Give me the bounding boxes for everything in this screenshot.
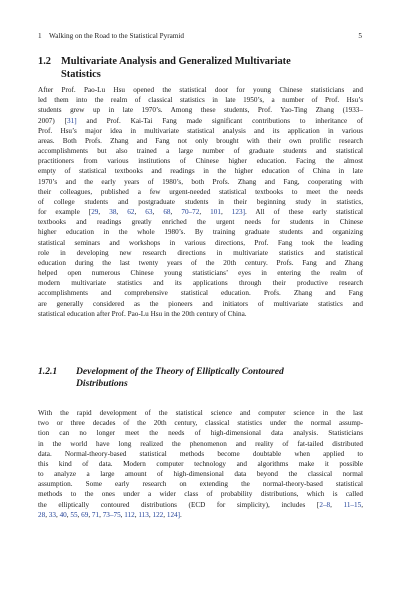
citation-ref[interactable]: 38 xyxy=(109,208,117,217)
body-paragraph xyxy=(38,408,363,520)
section-title xyxy=(61,55,321,81)
text-line: students grew up in late 1970’s. Among these students, Prof. Yao-Ting Zhang (1933– xyxy=(38,106,363,115)
text-line: With the rapid development of the statistical science and computer science in the last xyxy=(38,409,363,417)
text-line: this kind of data. Modern computer technology and algorithms make it possible xyxy=(38,459,363,468)
text-line: 1970’s and the early years of 1980’s, both Profs. Zhang and Fang, cooperating with xyxy=(38,177,363,186)
section-number: 1.2 xyxy=(38,56,51,67)
section-title-line: Multivariate Analysis and Generalized Multivariate xyxy=(61,56,291,67)
text-line: After Prof. Pao-Lu Hsu opened the statistical door for young Chinese statisticians and xyxy=(38,86,363,94)
text-line: accomplishments but also trained a large number of graduate students and statistical xyxy=(38,147,363,156)
citation-ref[interactable]: 124 xyxy=(166,510,178,519)
citation-ref[interactable]: 112 xyxy=(124,510,135,519)
text-line: 28, 33, 40, 55, 69, 71, 73–75, 112, 113, 122, 124]. xyxy=(38,510,182,519)
citation-ref[interactable]: 101 xyxy=(210,208,221,217)
text-line: in the world have long realized the phenomenon and reality of fat-tailed distributed xyxy=(38,439,363,448)
text-line: statistical education after Prof. Pao-Lu Hsu in the 20th century of China. xyxy=(38,309,247,318)
subsection-title-line: Distributions xyxy=(76,378,128,389)
text-line: data. Normal-theory-based statistical methods become doubtable when applied to xyxy=(38,449,363,458)
text-line: education during the last twenty years of the 20th century. Profs. Fang and Zhang xyxy=(38,258,363,267)
text-line: higher education in the whole 1980’s. By training graduate students and organizing xyxy=(38,228,363,237)
text-line: role in developing new research directions in multivariate statistics and statistical xyxy=(38,248,363,257)
chapter-title: Walking on the Road to the Statistical Pyramid xyxy=(49,32,184,40)
text-line: to analyze a large amount of high-dimensional data beyond the classical normal xyxy=(38,470,363,479)
citation-ref[interactable]: 31 xyxy=(67,116,75,125)
text-line: textbooks and readings greatly enriched the urgent needs for students in Chinese xyxy=(38,218,363,227)
citation-ref[interactable]: 55 xyxy=(70,510,78,519)
text-line: areas. Both Profs. Zhang and Fang not only brought with their own prolific research xyxy=(38,136,363,145)
citation-ref[interactable]: 123 xyxy=(231,208,243,217)
section-title-line: Statistics xyxy=(61,69,101,80)
citation-ref[interactable]: 62 xyxy=(127,208,135,217)
page-number: 5 xyxy=(358,32,362,40)
text-line: are generally considered as the pioneers and initiators of multivariate statistics and xyxy=(38,299,363,308)
citation-ref[interactable]: ] xyxy=(177,510,181,519)
text-line: tion can no longer meet the needs of high-dimensional data analysis. Statisticians xyxy=(38,429,363,438)
citation-ref[interactable]: 73–75 xyxy=(102,510,121,519)
text-line: their colleagues, published a few urgent-needed statistical textbooks to meet the needs xyxy=(38,187,363,196)
text-line: modern multivariate statistics and its applications through their productive research xyxy=(38,279,363,288)
citation-ref[interactable]: 69 xyxy=(81,510,89,519)
citation-ref[interactable]: 29 xyxy=(91,208,99,217)
subsection-title-line: Development of the Theory of Elliptically Contoured xyxy=(76,366,284,377)
text-line: assumption. Some early research on extending the normal-theory-based statistical xyxy=(38,480,363,489)
text-line: practitioners from various institutions of Chinese higher education. Facing the almost xyxy=(38,157,363,166)
text-line: for example [29, 38, 62, 63, 68, 70–72, 101, 123]. All of these early statistical xyxy=(38,208,364,217)
body-paragraph xyxy=(38,85,363,319)
subsection-number: 1.2.1 xyxy=(38,366,58,377)
citation-ref[interactable]: 70–72 xyxy=(181,208,200,217)
citation-ref[interactable]: 11–15 xyxy=(343,500,362,509)
text-line: statistical seminars and workshops in various directions, Prof. Fang took the leading xyxy=(38,238,363,247)
citation-ref[interactable]: 33 xyxy=(48,510,56,519)
text-line: empty of statistical textbooks and readings in the higher education of China in late xyxy=(38,167,363,176)
text-line: 2007) [31] and Prof. Kai-Tai Fang made significant contributions to inheritance of xyxy=(38,116,363,125)
running-head xyxy=(38,31,362,41)
citation-ref[interactable]: 28 xyxy=(38,510,46,519)
text-line: Prof. Hsu’s major idea in multivariate statistical analysis and its application in various xyxy=(38,126,363,135)
citation-ref[interactable]: 71 xyxy=(91,510,100,519)
citation-ref[interactable]: ] xyxy=(242,208,245,217)
text-line: led them into the realm of classical statistics in late 1950’s, a number of Prof. Hsu’s xyxy=(38,96,363,105)
text-line: accomplishments and comprehensive statistical education. Profs. Zhang and Fang xyxy=(38,289,363,298)
citation-ref[interactable]: 63 xyxy=(145,208,153,217)
citation-ref[interactable]: 40 xyxy=(59,510,67,519)
citation-ref[interactable]: 68 xyxy=(163,208,171,217)
citation-ref[interactable]: 113 xyxy=(138,510,149,519)
text-line: methods to the ones under a wider class of probability distributions, which is called xyxy=(38,490,363,499)
text-line: two or three decades of the 20th century, classical statistics under the normal assump- xyxy=(38,419,363,428)
chapter-number: 1 xyxy=(38,32,42,40)
subsection-title xyxy=(76,366,346,390)
text-line: of college students and postgraduate students in their beginning study in statistics, xyxy=(38,197,363,206)
citation-ref[interactable]: 122 xyxy=(152,510,164,519)
citation-ref[interactable]: ] xyxy=(74,116,77,125)
text-line: the elliptically contoured distributions (ECD for simplicity), includes [2–8, 11–15, xyxy=(38,500,363,509)
citation-ref[interactable]: 2–8 xyxy=(319,500,331,509)
text-line: helped open numerous Chinese young statisticians’ eyes in entering the realm of xyxy=(38,269,363,278)
